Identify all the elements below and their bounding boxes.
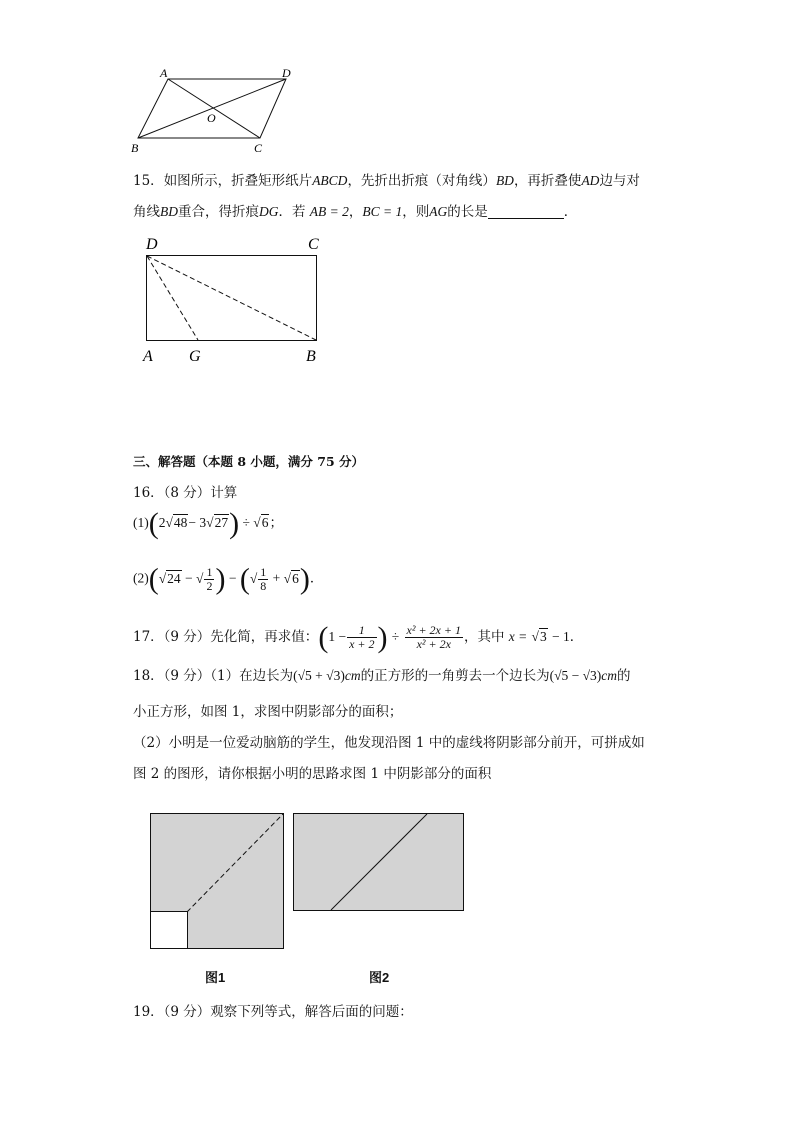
- q17: [133, 621, 584, 654]
- frac-den: 2: [206, 579, 213, 593]
- label-D: D: [146, 236, 158, 253]
- right-paren: ): [377, 621, 388, 654]
- sqrt-24: √24: [158, 570, 181, 586]
- q17-header: 17．（9 分）先化简，再求值：: [133, 629, 319, 645]
- q15-l2d: ，则: [402, 204, 430, 220]
- right-paren: ): [299, 562, 310, 596]
- radicand: 6: [261, 515, 269, 530]
- q15-ad: AD: [581, 173, 600, 188]
- q16-p1-label: (1): [133, 515, 149, 530]
- q16-part1: [133, 507, 283, 540]
- div-sign: ÷: [391, 629, 400, 644]
- q18-l1b: 的正方形的一角剪去一个边长为: [360, 668, 550, 684]
- q18-line2: 小正方形，如图 1，求图中阴影部分的面积；: [133, 704, 403, 720]
- q15-l2b: 重合，得折痕: [178, 204, 259, 220]
- label-A: A: [160, 66, 168, 80]
- section-title: 三、解答题（本题 8 小题，满分 75 分）: [133, 454, 365, 469]
- q15-bd: BD: [495, 173, 514, 188]
- q15-abcd: ABCD: [312, 173, 348, 188]
- label-D: D: [282, 66, 291, 80]
- q16-p2-end: ．: [309, 570, 324, 586]
- figure-1-caption: 图1: [205, 970, 226, 985]
- q15-l2c: ．若: [278, 204, 306, 220]
- radicand: 27: [214, 515, 229, 530]
- q18-line3: （2）小明是一位爱动脑筋的学生，他发现沿图 1 中的虚线将阴影部分前开，可拼成如: [133, 735, 645, 751]
- q15-cond1: AB = 2: [309, 204, 349, 219]
- right-paren: ): [229, 507, 240, 540]
- radicand: 48: [173, 515, 188, 530]
- rectangle-figure: [138, 232, 328, 367]
- sqrt-6: √6: [283, 570, 299, 586]
- q15-text: 如图所示，折叠矩形纸片: [163, 173, 313, 189]
- radicand: 3: [539, 629, 547, 644]
- frac-num: 1: [260, 565, 267, 579]
- left-paren: (: [239, 562, 250, 596]
- figure-1: [148, 811, 288, 951]
- q19-header: 19．（9 分）观察下列等式，解答后面的问题：: [133, 1004, 413, 1020]
- q17-tail: ，其中: [463, 629, 505, 645]
- label-O: O: [207, 111, 216, 125]
- left-paren: (: [148, 507, 159, 540]
- q15-l2a: 角线: [133, 204, 160, 220]
- q18-line4: 图 2 的图形，请你根据小明的思路求图 1 中阴影部分的面积: [133, 766, 492, 782]
- q15-l2e: 的长是: [447, 204, 488, 220]
- q15-line1: [133, 172, 640, 190]
- div-sign: ÷: [242, 515, 250, 530]
- plus-sign: +: [272, 570, 281, 586]
- q15-line2: [133, 203, 577, 221]
- frac-den: x² + 2x: [416, 637, 451, 651]
- q16-p1-coef2: − 3: [188, 515, 207, 530]
- q15-text4: 边与对: [599, 173, 640, 189]
- left-paren: (: [318, 621, 329, 654]
- radicand: 6: [292, 570, 299, 586]
- q15-end: ．: [563, 204, 578, 220]
- frac-den: x + 2: [349, 637, 375, 651]
- q18-expr1: (√5 + √3): [293, 668, 345, 683]
- sqrt-3: √3: [531, 629, 547, 644]
- q15-cond2: BC = 1: [362, 204, 403, 219]
- q15-dg: DG: [259, 204, 279, 219]
- sqrt-6: √6: [253, 515, 269, 530]
- sqrt-frac-1-2: √ $\frac{1}{2}$: [196, 565, 213, 593]
- q15-ag: AG: [429, 204, 448, 219]
- frac-num: 1: [206, 565, 213, 579]
- minus-sign: −: [228, 570, 237, 586]
- label-C: C: [308, 236, 319, 253]
- right-paren: ): [215, 562, 226, 596]
- figure-2: [291, 811, 466, 914]
- q16-header: 16．（8 分）计算: [133, 485, 238, 501]
- q17-minus1: − 1．: [552, 629, 584, 644]
- frac-num: 1: [347, 624, 376, 638]
- q15-number: 15．: [133, 173, 164, 189]
- q16-p2-label: (2): [133, 570, 149, 586]
- sqrt-frac-1-8: √ $\frac{1}{8}$: [249, 565, 267, 593]
- frac-num: x² + 2x + 1: [406, 623, 461, 637]
- q18-cm1: cm: [344, 668, 361, 683]
- frac-den: 8: [260, 579, 267, 593]
- answer-blank[interactable]: [488, 204, 564, 219]
- figure-2-caption: 图2: [369, 970, 390, 985]
- label-C: C: [254, 141, 263, 155]
- q16-p1-end: ；: [269, 515, 283, 530]
- q18-expr2: (√5 − √3): [549, 668, 602, 683]
- left-paren: (: [148, 562, 159, 596]
- q15-sep: ，: [348, 204, 363, 220]
- radicand: 24: [167, 570, 181, 586]
- label-A: A: [143, 348, 153, 365]
- label-G: G: [189, 348, 201, 365]
- parallelogram-figure: [128, 64, 303, 156]
- minus-sign: −: [185, 570, 193, 586]
- q18-l1c: 的: [617, 668, 631, 684]
- q15-text2: ，先折出折痕（对角线）: [347, 173, 496, 189]
- sqrt-48: √48: [165, 515, 188, 530]
- q18-line1: [133, 667, 631, 685]
- q17-x: x =: [508, 629, 528, 644]
- q16-part2: [133, 562, 324, 596]
- label-B: B: [306, 348, 316, 365]
- q18-cm2: cm: [601, 668, 618, 683]
- q15-bd2: BD: [160, 204, 178, 219]
- q17-one: 1 −: [328, 629, 347, 644]
- q15-text3: ，再折叠使: [513, 173, 582, 189]
- q18-l1a: 18．（9 分）（1）在边长为: [133, 668, 294, 684]
- sqrt-27: √27: [206, 515, 229, 530]
- label-B: B: [131, 141, 139, 155]
- q16-p1-coef: 2: [158, 515, 166, 530]
